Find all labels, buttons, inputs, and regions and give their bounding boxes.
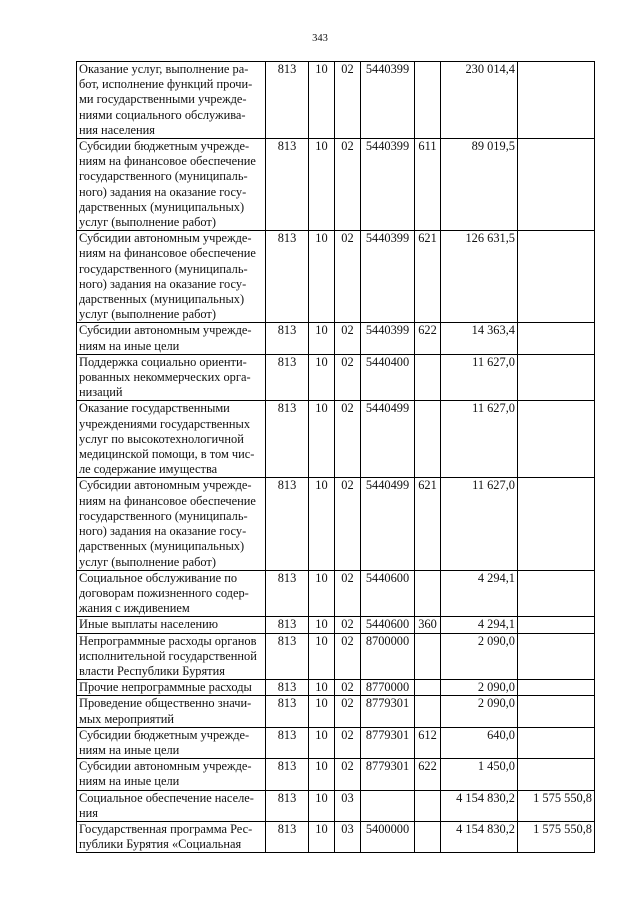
table-row: [77, 727, 595, 758]
subsection-code-cell: 02: [335, 633, 361, 680]
amount-2-cell: [518, 696, 595, 727]
expense-type-cell: [415, 633, 441, 680]
expense-type-cell: [415, 696, 441, 727]
amount-cell: 11 627,0: [441, 354, 518, 401]
ministry-code-cell: 813: [266, 231, 309, 323]
target-item-cell: 5400000: [361, 821, 415, 852]
expense-type-cell: [415, 570, 441, 617]
target-item-cell: [361, 790, 415, 821]
ministry-code-cell: 813: [266, 821, 309, 852]
amount-cell: 4 154 830,2: [441, 790, 518, 821]
section-code-cell: 10: [309, 727, 335, 758]
table-row: [77, 759, 595, 790]
section-code-cell: 10: [309, 821, 335, 852]
section-code-cell: 10: [309, 696, 335, 727]
target-item-cell: 5440600: [361, 570, 415, 617]
amount-2-cell: [518, 617, 595, 633]
item-name-cell: Прочие непрограммные расходы: [77, 680, 266, 696]
table-row: [77, 680, 595, 696]
expense-type-cell: [415, 680, 441, 696]
table-row: [77, 323, 595, 354]
section-code-cell: 10: [309, 401, 335, 478]
subsection-code-cell: 02: [335, 696, 361, 727]
item-name-cell: Проведение общественно значи- мых мероприятий: [77, 696, 266, 727]
amount-2-cell: [518, 727, 595, 758]
amount-cell: 2 090,0: [441, 696, 518, 727]
item-name-cell: Оказание услуг, выполнение ра- бот, исполнение функций прочи- ми государственными учрежде- ниями социального обслужива- ния населения: [77, 62, 266, 139]
item-name-cell: Субсидии автономным учрежде- ниям на иные цели: [77, 759, 266, 790]
ministry-code-cell: 813: [266, 790, 309, 821]
table-row: [77, 821, 595, 852]
expense-type-cell: 611: [415, 139, 441, 231]
amount-cell: 4 294,1: [441, 570, 518, 617]
budget-table: [76, 61, 595, 853]
item-name-cell: Субсидии бюджетным учрежде- ниям на иные цели: [77, 727, 266, 758]
table-row: [77, 354, 595, 401]
subsection-code-cell: 02: [335, 354, 361, 401]
item-name-cell: Государственная программа Рес- публики Бурятия «Социальная: [77, 821, 266, 852]
subsection-code-cell: 02: [335, 727, 361, 758]
subsection-code-cell: 02: [335, 759, 361, 790]
ministry-code-cell: 813: [266, 323, 309, 354]
subsection-code-cell: 02: [335, 680, 361, 696]
table-row: [77, 478, 595, 570]
table-row: [77, 633, 595, 680]
section-code-cell: 10: [309, 62, 335, 139]
ministry-code-cell: 813: [266, 401, 309, 478]
page-number: 343: [312, 33, 328, 44]
target-item-cell: 5440399: [361, 323, 415, 354]
subsection-code-cell: 02: [335, 617, 361, 633]
table-row: [77, 231, 595, 323]
amount-cell: 89 019,5: [441, 139, 518, 231]
ministry-code-cell: 813: [266, 570, 309, 617]
table-row: [77, 139, 595, 231]
amount-cell: 640,0: [441, 727, 518, 758]
expense-type-cell: 612: [415, 727, 441, 758]
ministry-code-cell: 813: [266, 354, 309, 401]
amount-2-cell: [518, 759, 595, 790]
expense-type-cell: [415, 354, 441, 401]
amount-2-cell: [518, 354, 595, 401]
expense-type-cell: 360: [415, 617, 441, 633]
item-name-cell: Поддержка социально ориенти- рованных некоммерческих орга- низаций: [77, 354, 266, 401]
item-name-cell: Непрограммные расходы органов исполнительной государственной власти Республики Бурятия: [77, 633, 266, 680]
ministry-code-cell: 813: [266, 478, 309, 570]
ministry-code-cell: 813: [266, 696, 309, 727]
target-item-cell: 5440499: [361, 478, 415, 570]
ministry-code-cell: 813: [266, 727, 309, 758]
target-item-cell: 8770000: [361, 680, 415, 696]
table-row: [77, 570, 595, 617]
subsection-code-cell: 03: [335, 790, 361, 821]
section-code-cell: 10: [309, 354, 335, 401]
target-item-cell: 8779301: [361, 696, 415, 727]
amount-2-cell: [518, 633, 595, 680]
amount-cell: 126 631,5: [441, 231, 518, 323]
subsection-code-cell: 03: [335, 821, 361, 852]
target-item-cell: 5440400: [361, 354, 415, 401]
amount-cell: 4 154 830,2: [441, 821, 518, 852]
table-row: [77, 401, 595, 478]
section-code-cell: 10: [309, 478, 335, 570]
amount-cell: 4 294,1: [441, 617, 518, 633]
amount-cell: 2 090,0: [441, 633, 518, 680]
amount-2-cell: [518, 401, 595, 478]
table-body: [77, 62, 595, 853]
expense-type-cell: [415, 790, 441, 821]
subsection-code-cell: 02: [335, 231, 361, 323]
amount-cell: 14 363,4: [441, 323, 518, 354]
item-name-cell: Иные выплаты населению: [77, 617, 266, 633]
expense-type-cell: [415, 821, 441, 852]
target-item-cell: 8779301: [361, 727, 415, 758]
target-item-cell: 5440399: [361, 231, 415, 323]
subsection-code-cell: 02: [335, 570, 361, 617]
expense-type-cell: [415, 401, 441, 478]
amount-cell: 11 627,0: [441, 478, 518, 570]
amount-2-cell: 1 575 550,8: [518, 790, 595, 821]
target-item-cell: 5440499: [361, 401, 415, 478]
table-row: [77, 617, 595, 633]
amount-cell: 230 014,4: [441, 62, 518, 139]
target-item-cell: 5440399: [361, 139, 415, 231]
item-name-cell: Субсидии автономным учрежде- ниям на иные цели: [77, 323, 266, 354]
target-item-cell: 8700000: [361, 633, 415, 680]
expense-type-cell: 621: [415, 231, 441, 323]
section-code-cell: 10: [309, 790, 335, 821]
amount-cell: 2 090,0: [441, 680, 518, 696]
ministry-code-cell: 813: [266, 62, 309, 139]
target-item-cell: 5440399: [361, 62, 415, 139]
amount-2-cell: [518, 478, 595, 570]
expense-type-cell: [415, 62, 441, 139]
section-code-cell: 10: [309, 323, 335, 354]
item-name-cell: Субсидии автономным учрежде- ниям на финансовое обеспечение государственного (муниципаль- ного) задания на оказание госу- дарственных (муниципальных) услуг (выполнение работ): [77, 231, 266, 323]
amount-2-cell: 1 575 550,8: [518, 821, 595, 852]
table-row: [77, 696, 595, 727]
subsection-code-cell: 02: [335, 323, 361, 354]
subsection-code-cell: 02: [335, 478, 361, 570]
ministry-code-cell: 813: [266, 680, 309, 696]
section-code-cell: 10: [309, 633, 335, 680]
amount-2-cell: [518, 139, 595, 231]
expense-type-cell: 622: [415, 759, 441, 790]
amount-2-cell: [518, 680, 595, 696]
ministry-code-cell: 813: [266, 617, 309, 633]
amount-cell: 11 627,0: [441, 401, 518, 478]
table-row: [77, 62, 595, 139]
item-name-cell: Социальное обслуживание по договорам пожизненного содер- жания с иждивением: [77, 570, 266, 617]
item-name-cell: Оказание государственными учреждениями государственных услуг по высокотехнологичной медицинской помощи, в том чис- ле содержание имущества: [77, 401, 266, 478]
expense-type-cell: 621: [415, 478, 441, 570]
subsection-code-cell: 02: [335, 401, 361, 478]
section-code-cell: 10: [309, 231, 335, 323]
target-item-cell: 8779301: [361, 759, 415, 790]
target-item-cell: 5440600: [361, 617, 415, 633]
amount-2-cell: [518, 231, 595, 323]
section-code-cell: 10: [309, 617, 335, 633]
amount-2-cell: [518, 323, 595, 354]
ministry-code-cell: 813: [266, 759, 309, 790]
item-name-cell: Субсидии бюджетным учрежде- ниям на финансовое обеспечение государственного (муниципаль- ного) задания на оказание госу- дарственных (муниципальных) услуг (выполнение работ): [77, 139, 266, 231]
ministry-code-cell: 813: [266, 139, 309, 231]
section-code-cell: 10: [309, 139, 335, 231]
amount-2-cell: [518, 62, 595, 139]
section-code-cell: 10: [309, 759, 335, 790]
expense-type-cell: 622: [415, 323, 441, 354]
amount-2-cell: [518, 570, 595, 617]
subsection-code-cell: 02: [335, 62, 361, 139]
item-name-cell: Субсидии автономным учрежде- ниям на финансовое обеспечение государственного (муниципаль- ного) задания на оказание госу- дарственных (муниципальных) услуг (выполнение работ): [77, 478, 266, 570]
ministry-code-cell: 813: [266, 633, 309, 680]
section-code-cell: 10: [309, 570, 335, 617]
item-name-cell: Социальное обеспечение населе- ния: [77, 790, 266, 821]
section-code-cell: 10: [309, 680, 335, 696]
table-row: [77, 790, 595, 821]
amount-cell: 1 450,0: [441, 759, 518, 790]
subsection-code-cell: 02: [335, 139, 361, 231]
